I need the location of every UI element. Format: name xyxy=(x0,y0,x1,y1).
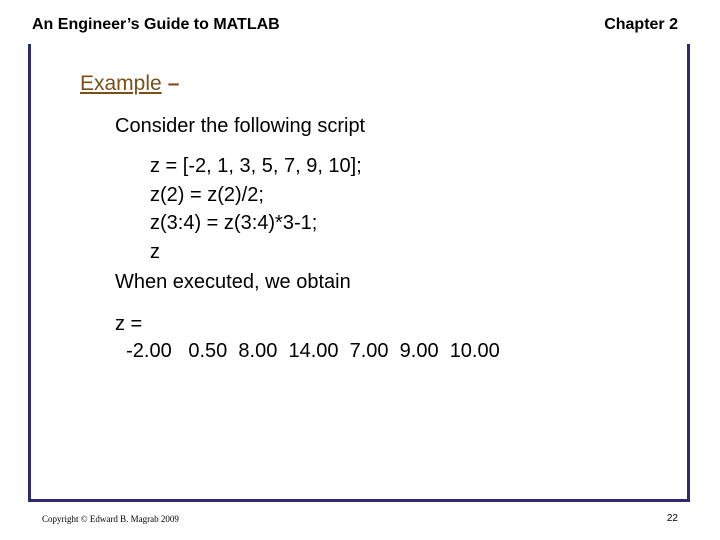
intro-text: Consider the following script xyxy=(115,115,366,137)
book-title: An Engineer’s Guide to MATLAB xyxy=(32,16,280,33)
example-dash: – xyxy=(167,72,180,95)
example-label: Example xyxy=(80,72,162,95)
result-line: -2.00 0.50 8.00 14.00 7.00 9.00 10.00 xyxy=(115,340,500,362)
result-line: z = xyxy=(115,313,143,335)
executed-text: When executed, we obtain xyxy=(115,271,351,293)
code-line: z(3:4) = z(3:4)*3-1; xyxy=(150,212,318,234)
page-number: 22 xyxy=(666,513,678,524)
example-heading xyxy=(80,72,179,96)
result-block xyxy=(115,311,500,365)
copyright-notice: Copyright © Edward B. Magrab 2009 xyxy=(42,514,179,524)
code-line: z = [-2, 1, 3, 5, 7, 9, 10]; xyxy=(150,155,362,177)
code-line: z(2) = z(2)/2; xyxy=(150,183,264,206)
chapter-label: Chapter 2 xyxy=(604,16,678,33)
code-block xyxy=(150,152,362,266)
code-line: z xyxy=(150,240,160,263)
